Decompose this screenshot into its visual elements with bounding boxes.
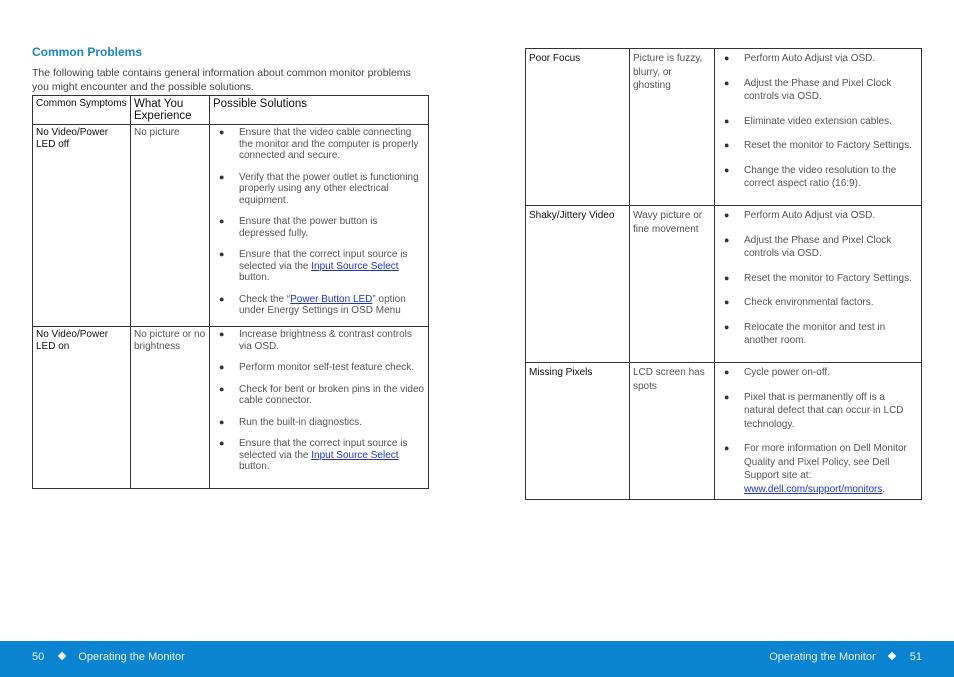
solution-text: Increase brightness & contrast controls via OSD. <box>239 329 412 352</box>
solutions-cell <box>715 206 922 363</box>
bullet-dot-icon: ● <box>724 53 730 63</box>
diamond-icon <box>887 652 895 660</box>
bullet-dot-icon: ● <box>724 164 730 175</box>
solutions-cell <box>715 363 922 500</box>
solution-item <box>718 209 918 223</box>
diamond-icon <box>58 652 66 660</box>
footer-left <box>32 651 185 663</box>
bullet-dot-icon: ● <box>219 329 225 339</box>
table-row <box>526 363 922 500</box>
symptom-cell: Poor Focus <box>526 49 630 206</box>
solution-text: Adjust the Phase and Pixel Clock controls via OSD. <box>744 234 892 259</box>
table-row <box>526 206 922 363</box>
problems-table-left <box>32 95 429 489</box>
table-header-row <box>33 96 429 125</box>
bullet-dot-icon: ● <box>724 234 730 245</box>
footer-right-label: Operating the Monitor <box>769 651 876 663</box>
bullet-dot-icon: ● <box>724 77 730 88</box>
experience-cell: Wavy picture or fine movement <box>630 206 715 363</box>
solutions-cell <box>210 327 429 489</box>
solution-item <box>718 272 918 286</box>
header-possible-solutions: Possible Solutions <box>210 96 429 125</box>
symptom-cell: No Video/Power LED off <box>33 125 131 327</box>
solution-text: . <box>882 483 886 495</box>
solution-item <box>718 164 918 191</box>
solution-link[interactable]: www.dell.com/support/monitors <box>744 483 883 495</box>
header-what-you-experience: What You Experience <box>131 96 210 125</box>
solution-text: Ensure that the correct input source is selected via the <box>239 249 408 272</box>
solution-item <box>213 329 425 352</box>
table-row <box>33 125 429 327</box>
bullet-dot-icon: ● <box>219 293 225 304</box>
solution-text: Pixel that is permanently off is a natural defect that can occur in LCD technology. <box>744 391 904 430</box>
bullet-dot-icon: ● <box>219 383 225 394</box>
solution-item <box>718 52 918 66</box>
bullet-dot-icon: ● <box>724 391 730 402</box>
bullet-dot-icon: ● <box>219 362 225 372</box>
bullet-dot-icon: ● <box>219 127 225 137</box>
solution-text: Perform Auto Adjust via OSD. <box>744 53 876 64</box>
bullet-dot-icon: ● <box>724 297 730 307</box>
bullet-dot-icon: ● <box>219 171 225 182</box>
solution-text: Run the built-in diagnostics. <box>239 416 362 428</box>
experience-cell: Picture is fuzzy, blurry, or ghosting <box>630 49 715 206</box>
solutions-list <box>718 52 918 191</box>
table-row <box>526 49 922 206</box>
symptom-cell: Shaky/Jittery Video <box>526 206 630 363</box>
solution-item <box>213 249 425 284</box>
solution-text: Reset the monitor to Factory Settings. <box>744 272 912 284</box>
bullet-dot-icon: ● <box>724 140 730 150</box>
solution-text: Cycle power on-off. <box>744 367 830 378</box>
solutions-cell <box>210 125 429 327</box>
solutions-list <box>718 366 918 496</box>
solution-item <box>718 321 918 348</box>
solution-item <box>213 438 425 473</box>
solution-text: Perform monitor self-test feature check. <box>239 362 415 373</box>
solutions-list <box>213 127 425 317</box>
experience-cell: LCD screen has spots <box>630 363 715 500</box>
problems-table-right <box>525 48 922 500</box>
solution-text: Ensure that the power button is depressed fully. <box>239 216 378 239</box>
header-common-symptoms: Common Symptoms <box>33 96 131 125</box>
solution-item <box>718 234 918 261</box>
solution-text: Ensure that the video cable connecting the monitor and the computer is properly connected and secure. <box>239 127 419 161</box>
solution-text: Relocate the monitor and test in another room. <box>744 321 886 346</box>
bullet-dot-icon: ● <box>724 210 730 220</box>
solution-text: Reset the monitor to Factory Settings. <box>744 140 912 151</box>
bullet-dot-icon: ● <box>219 438 225 448</box>
page-footer <box>0 641 954 677</box>
bullet-dot-icon: ● <box>219 416 225 427</box>
bullet-dot-icon: ● <box>724 115 730 126</box>
solution-item <box>718 296 918 310</box>
solution-item <box>213 384 425 407</box>
solutions-list <box>213 329 425 473</box>
bullet-dot-icon: ● <box>724 321 730 332</box>
solution-text: Ensure that the correct input source is selected via the <box>239 438 408 461</box>
solution-item <box>213 216 425 239</box>
solution-text: Adjust the Phase and Pixel Clock controls via OSD. <box>744 77 892 102</box>
solution-item <box>213 417 425 429</box>
solution-item <box>213 172 425 207</box>
solution-text: button. <box>239 461 270 472</box>
solution-item <box>213 127 425 162</box>
solution-item <box>718 139 918 153</box>
bullet-dot-icon: ● <box>724 367 730 377</box>
footer-right <box>769 651 922 663</box>
solution-item <box>718 366 918 380</box>
bullet-dot-icon: ● <box>724 272 730 283</box>
solution-item <box>718 77 918 104</box>
solution-text: Check the “ <box>239 293 291 305</box>
solution-text: For more information on Dell Monitor Quality and Pixel Policy, see Dell Support site at: <box>744 443 907 481</box>
experience-cell: No picture <box>131 125 210 327</box>
solutions-cell <box>715 49 922 206</box>
solution-text: ” option under Energy Settings in OSD Menu <box>239 293 406 316</box>
bullet-dot-icon: ● <box>724 443 730 453</box>
page-number-right: 51 <box>909 651 922 663</box>
solution-link[interactable]: Input Source Select <box>311 449 399 461</box>
solution-text: Check for bent or broken pins in the video cable connector. <box>239 383 425 406</box>
page-number-left: 50 <box>32 651 45 663</box>
solution-text: Perform Auto Adjust via OSD. <box>744 210 876 221</box>
section-heading: Common Problems <box>32 45 143 59</box>
solution-item <box>213 362 425 374</box>
solution-text: Eliminate video extension cables. <box>744 115 892 127</box>
solutions-list <box>718 209 918 348</box>
solution-link[interactable]: Input Source Select <box>311 260 399 272</box>
bullet-dot-icon: ● <box>219 249 225 259</box>
solution-text: button. <box>239 272 270 283</box>
intro-text: The following table contains general information about common monitor problems you might encounter and the possible solutions. <box>32 67 411 93</box>
experience-cell: No picture or no brightness <box>131 327 210 489</box>
solution-text: Check environmental factors. <box>744 297 874 308</box>
solution-item <box>718 115 918 129</box>
solution-text: Verify that the power outlet is functioning properly using any other electrical equipment. <box>239 171 419 206</box>
bullet-dot-icon: ● <box>219 216 225 226</box>
table-row <box>33 327 429 489</box>
footer-left-label: Operating the Monitor <box>78 651 185 663</box>
solution-item <box>718 442 918 496</box>
solution-text: Change the video resolution to the correct aspect ratio (16:9). <box>744 164 897 189</box>
symptom-cell: No Video/Power LED on <box>33 327 131 489</box>
solution-link[interactable]: Power Button LED <box>290 293 373 305</box>
solution-item <box>718 391 918 432</box>
symptom-cell: Missing Pixels <box>526 363 630 500</box>
solution-item <box>213 294 425 317</box>
